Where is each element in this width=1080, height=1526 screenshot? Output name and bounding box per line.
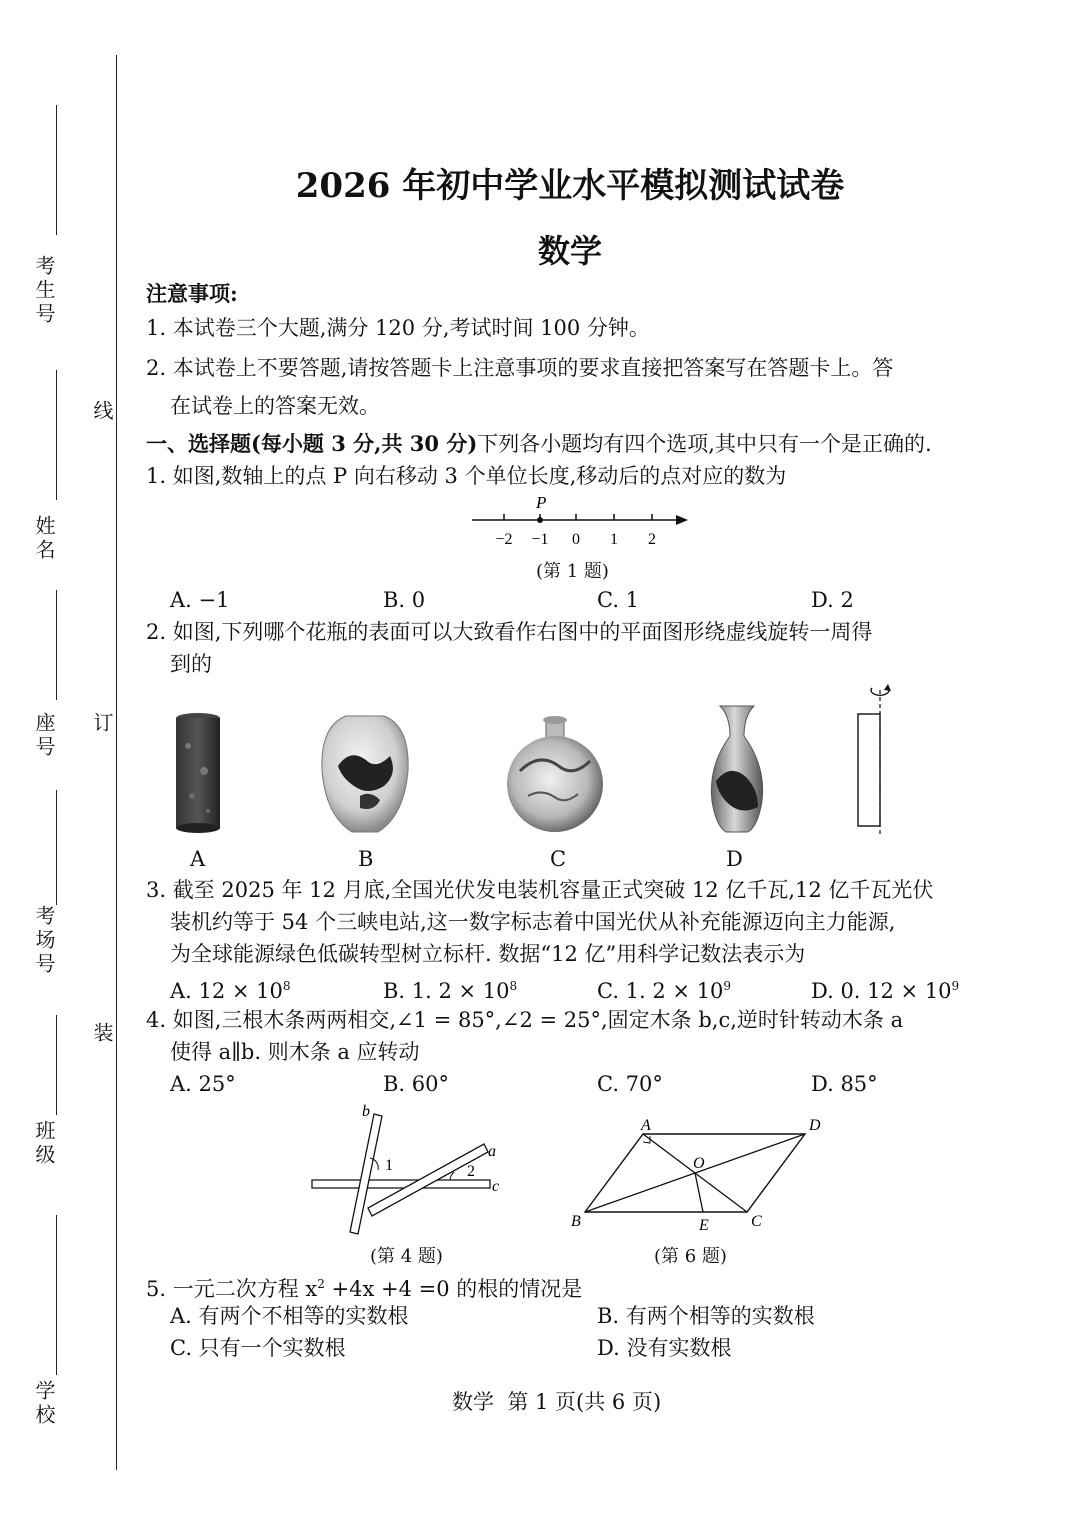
label-E: E <box>699 1217 709 1234</box>
q4-stem-line-2: 使得 a∥b. 则木条 a 应转动 <box>170 1040 420 1064</box>
q5-stem-exponent: 2 <box>317 1277 325 1291</box>
note-item-2-cont: 在试卷上的答案无效。 <box>170 394 380 418</box>
binding-word-line: 线 <box>90 400 114 420</box>
tick-label: 1 <box>610 531 618 548</box>
option-text: A. 12 × 10 <box>170 979 283 1003</box>
label-c: c <box>492 1178 500 1195</box>
tick-label: −1 <box>531 531 549 548</box>
binding-word-staple: 订 <box>90 712 114 732</box>
section-1-title: 一、选择题(每小题 3 分,共 30 分) <box>146 431 478 456</box>
option-text: D. 0. 12 × 10 <box>811 979 952 1003</box>
subject-title: 数学 <box>537 232 602 270</box>
note-item-1: 1. 本试卷三个大题,满分 120 分,考试时间 100 分钟。 <box>146 316 650 340</box>
q1-stem: 1. 如图,数轴上的点 P 向右移动 3 个单位长度,移动后的点对应的数为 <box>146 464 787 488</box>
q4-option-b: B. 60° <box>383 1072 450 1096</box>
option-exponent: 8 <box>282 979 291 993</box>
field-label-exam-room: 考场号 <box>32 905 56 977</box>
q3-option-b <box>383 972 517 1005</box>
q2-vases-figure <box>160 676 920 876</box>
label-D: D <box>809 1117 821 1134</box>
field-line-school <box>56 1215 57 1375</box>
field-label-name: 姓名 <box>32 515 56 563</box>
q4-option-c: C. 70° <box>597 1072 663 1096</box>
q1-option-c: C. 1 <box>597 588 640 612</box>
q5-stem <box>146 1270 582 1303</box>
tick-label: 0 <box>572 531 580 548</box>
q6-parallelogram-figure <box>565 1108 835 1238</box>
q3-option-a <box>170 972 291 1005</box>
binding-word-pack: 装 <box>90 1022 114 1042</box>
option-text: C. 1. 2 × 10 <box>597 979 724 1003</box>
q5-stem-prefix: 5. 一元二次方程 x <box>146 1277 318 1301</box>
q1-option-d: D. 2 <box>811 588 854 612</box>
stick-c <box>312 1180 490 1188</box>
vase-c-image <box>507 716 603 832</box>
label-angle-2: 2 <box>467 1163 475 1180</box>
vase-label-a: A <box>190 847 206 871</box>
option-exponent: 9 <box>951 979 960 993</box>
option-text: B. 1. 2 × 10 <box>383 979 510 1003</box>
q4-sticks-figure <box>300 1100 510 1240</box>
q3-option-d <box>811 972 959 1005</box>
q2-stem-line-2: 到的 <box>170 652 212 676</box>
label-C: C <box>751 1213 762 1230</box>
field-line-class <box>56 1015 57 1115</box>
q1-option-b: B. 0 <box>383 588 426 612</box>
q5-option-b: B. 有两个相等的实数根 <box>597 1304 815 1328</box>
field-label-seat: 座号 <box>32 712 56 760</box>
q5-option-d: D. 没有实数根 <box>597 1336 732 1360</box>
option-exponent: 8 <box>509 979 518 993</box>
vase-b-image <box>322 716 408 832</box>
label-O: O <box>693 1155 705 1172</box>
label-b: b <box>362 1103 370 1120</box>
note-item-2: 2. 本试卷上不要答题,请按答题卡上注意事项的要求直接把答案写在答题卡上。答 <box>146 356 894 380</box>
q1-caption: (第 1 题) <box>536 561 609 582</box>
q2-stem-line-1: 2. 如图,下列哪个花瓶的表面可以大致看作右图中的平面图形绕虚线旋转一周得 <box>146 620 873 644</box>
q5-option-c: C. 只有一个实数根 <box>170 1336 346 1360</box>
vase-label-c: C <box>550 847 567 871</box>
q4-option-d: D. 85° <box>811 1072 878 1096</box>
tick-label: −2 <box>495 531 513 548</box>
label-a: a <box>488 1143 496 1160</box>
page-footer: 数学 第 1 页(共 6 页) <box>452 1390 662 1414</box>
q3-option-c <box>597 972 731 1005</box>
section-1-header <box>146 430 932 458</box>
q6-caption: (第 6 题) <box>654 1246 727 1267</box>
q4-stem-line-1: 4. 如图,三根木条两两相交,∠1 = 85°,∠2 = 25°,固定木条 b,c,逆时针转动木条 a <box>146 1008 904 1032</box>
q1-option-a: A. −1 <box>170 588 230 612</box>
field-line-seat <box>56 590 57 700</box>
q3-stem-line-3: 为全球能源绿色低碳转型树立标杆. 数据“12 亿”用科学记数法表示为 <box>170 942 806 966</box>
tick-label: 2 <box>648 531 656 548</box>
label-B: B <box>571 1213 581 1230</box>
field-line-exam-room <box>56 790 57 905</box>
vase-label-d: D <box>726 847 743 871</box>
label-angle-1: 1 <box>385 1157 393 1174</box>
section-1-desc: 下列各小题均有四个选项,其中只有一个是正确的. <box>477 432 932 456</box>
q4-caption: (第 4 题) <box>370 1246 443 1267</box>
vase-label-b: B <box>358 847 374 871</box>
field-label-school: 学校 <box>32 1380 56 1428</box>
q5-option-a: A. 有两个不相等的实数根 <box>170 1304 409 1328</box>
point-p-label: P <box>536 493 547 512</box>
notes-heading: 注意事项: <box>146 281 238 306</box>
number-line-figure <box>460 490 700 552</box>
paper-title: 2026 年初中学业水平模拟测试试卷 <box>295 166 845 206</box>
vase-d-image <box>711 706 762 832</box>
field-label-exam-number: 考生号 <box>32 255 56 327</box>
option-exponent: 9 <box>723 979 732 993</box>
q3-stem-line-2: 装机约等于 54 个三峡电站,这一数字标志着中国光伏从补充能源迈向主力能源, <box>170 910 896 934</box>
field-label-class: 班级 <box>32 1120 56 1168</box>
point-p-marker <box>537 517 543 523</box>
q4-option-a: A. 25° <box>170 1072 236 1096</box>
rotation-shape-figure <box>858 684 891 836</box>
label-A: A <box>641 1117 651 1134</box>
vase-a-image <box>176 713 220 833</box>
field-line-name <box>56 370 57 500</box>
q5-stem-suffix: +4x +4 =0 的根的情况是 <box>324 1277 583 1301</box>
q3-stem-line-1: 3. 截至 2025 年 12 月底,全国光伏发电装机容量正式突破 12 亿千瓦,12 亿千瓦光伏 <box>146 878 934 902</box>
stick-b <box>350 1114 382 1234</box>
